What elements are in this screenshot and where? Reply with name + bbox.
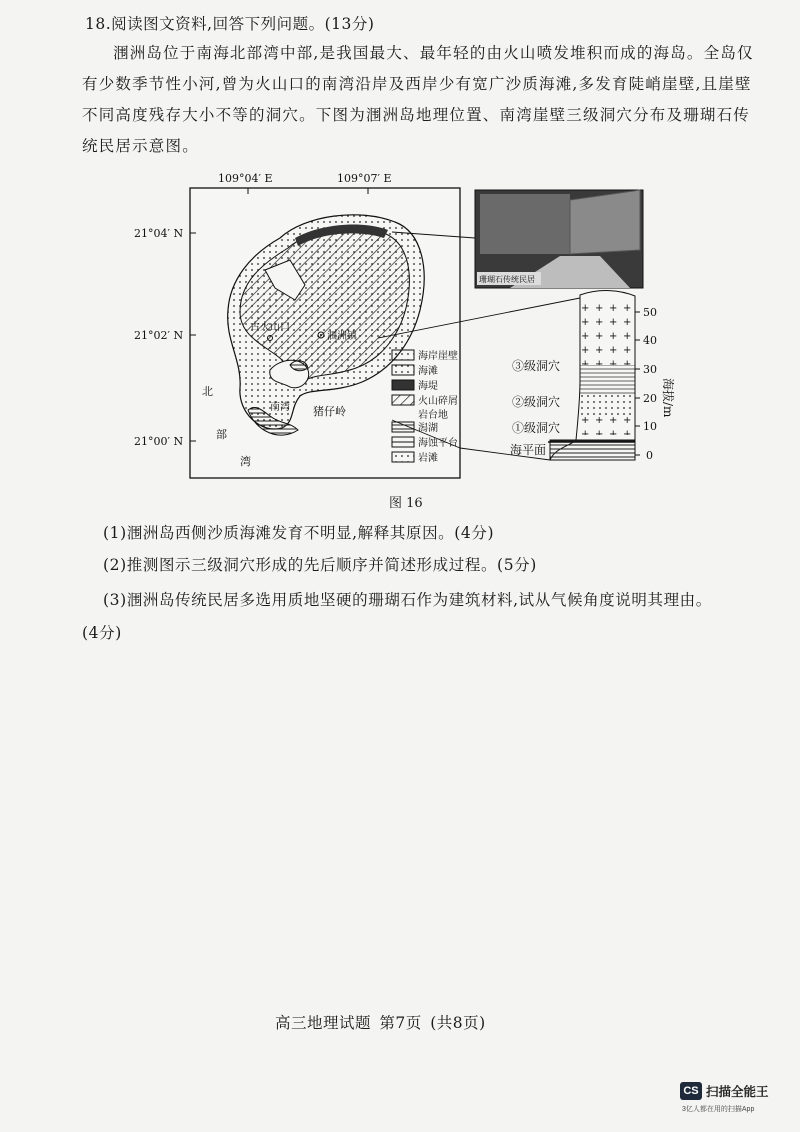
label-nanwan: 南湾 bbox=[270, 402, 290, 413]
photo-caption: 珊瑚石传统民居 bbox=[479, 275, 535, 284]
label-zhuzailing: 猪仔岭 bbox=[313, 405, 346, 418]
sea-level-label: 海平面 bbox=[510, 443, 547, 457]
subquestion-3: (3)涠洲岛传统民居多选用质地坚硬的珊瑚石作为建筑材料,试从气候角度说明其理由。 bbox=[103, 591, 712, 609]
legend-item: 海滩 bbox=[418, 366, 438, 377]
page-footer: 高三地理试题 第7页 (共8页) bbox=[275, 1014, 486, 1032]
legend-item: 岩台地 bbox=[418, 410, 448, 421]
camscanner-name: 扫描全能王 bbox=[706, 1085, 769, 1099]
subquestion-3-score: (4分) bbox=[82, 624, 122, 642]
tick-label: 0 bbox=[646, 449, 653, 462]
lon-label-1: 109°04′ E bbox=[218, 172, 273, 185]
label-wan: 湾 bbox=[240, 455, 251, 468]
label-town: 涠洲镇 bbox=[327, 331, 357, 342]
subquestion-1: (1)涠洲岛西侧沙质海滩发育不明显,解释其原因。(4分) bbox=[103, 524, 495, 542]
lat-label-2: 21°02′ N bbox=[134, 329, 184, 342]
label-bu: 部 bbox=[216, 428, 227, 441]
tick-label: 40 bbox=[643, 334, 657, 347]
tick-label: 30 bbox=[643, 363, 657, 376]
lat-label-3: 21°00′ N bbox=[134, 435, 184, 448]
subquestion-2: (2)推测图示三级洞穴形成的先后顺序并简述形成过程。(5分) bbox=[103, 556, 537, 574]
legend-item: 海堤 bbox=[418, 381, 438, 392]
legend-item: 海蚀平台 bbox=[418, 438, 458, 449]
legend-item: 岩滩 bbox=[418, 453, 438, 464]
camscanner-tagline: 3亿人都在用的扫描App bbox=[682, 1106, 755, 1113]
legend-item: 海岸崖壁 bbox=[418, 351, 458, 362]
tick-label: 10 bbox=[643, 420, 657, 433]
lat-label-1: 21°04′ N bbox=[134, 227, 184, 240]
tick-label: 20 bbox=[643, 392, 657, 405]
cave-label-2: ②级洞穴 bbox=[512, 395, 561, 409]
figure-16 bbox=[130, 160, 690, 490]
figure-caption: 图 16 bbox=[389, 496, 423, 511]
axis-label: 海拔/m bbox=[661, 378, 675, 418]
cliff-section bbox=[548, 291, 635, 460]
camscanner-logo-icon: CS bbox=[680, 1082, 702, 1100]
cave-label-3: ③级洞穴 bbox=[512, 359, 561, 373]
label-crater: 古火山口 bbox=[250, 322, 290, 333]
question-paragraph: 涠洲岛位于南海北部湾中部,是我国最大、最年轻的由火山喷发堆积而成的海岛。全岛仅有少数季节性小河,曾为火山口的南湾沿岸及西岸少有宽广沙质海滩,多发育陡峭崖壁,且崖壁不同高度残存大小不等的洞穴。下图为涠洲岛地理位置、南湾崖壁三级洞穴分布及珊瑚石传统民居示意图。 bbox=[82, 44, 754, 155]
question-title: 18.阅读图文资料,回答下列问题。(13分) bbox=[85, 15, 375, 33]
label-bei: 北 bbox=[202, 385, 213, 398]
legend-item: 潟湖 bbox=[418, 423, 438, 434]
legend-item: 火山碎屑 bbox=[418, 396, 458, 407]
cave-label-1: ①级洞穴 bbox=[512, 421, 561, 435]
lon-label-2: 109°07′ E bbox=[337, 172, 392, 185]
elevation-axis bbox=[635, 306, 676, 462]
coral-house-photo bbox=[475, 190, 643, 288]
tick-label: 50 bbox=[643, 306, 657, 319]
